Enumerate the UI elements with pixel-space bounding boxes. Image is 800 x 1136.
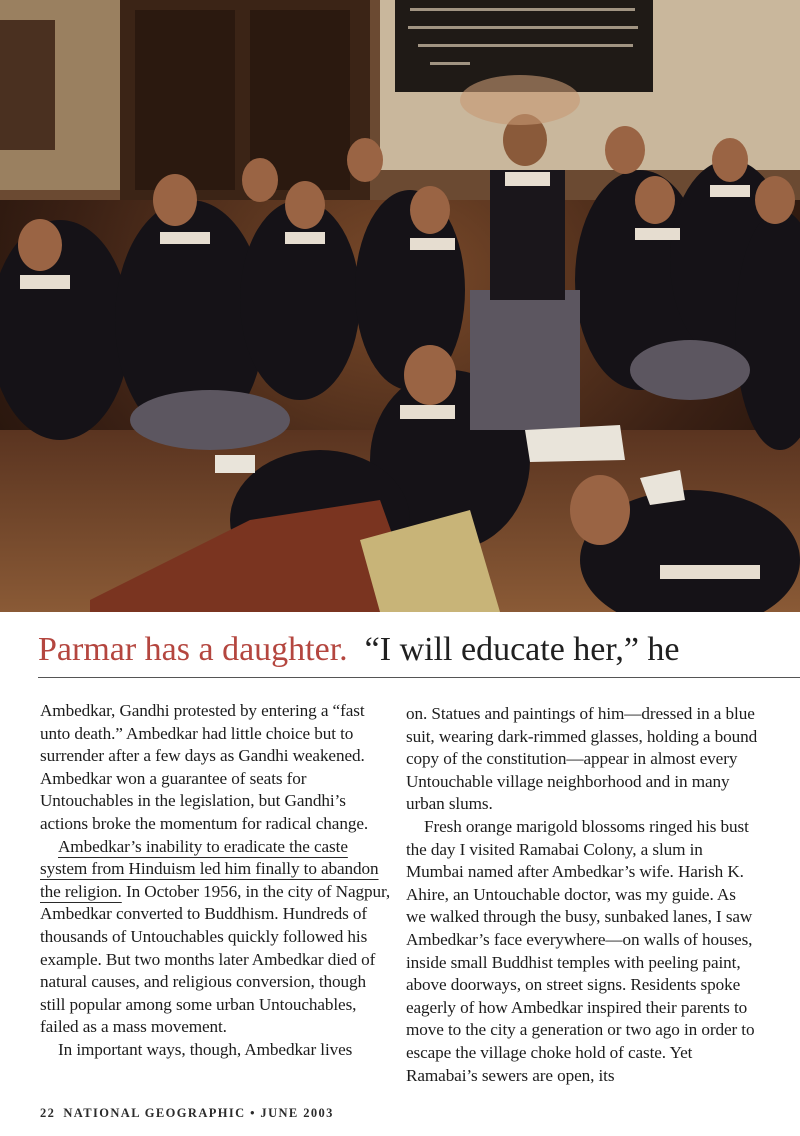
- paragraph: Fresh orange marigold blossoms ringed his bust the day I visited Ramabai Colony, a slum in Mumbai named after Ambedkar’s wife. Harish K. Ahire, an Untouchable doctor, was my guide. As we walked through the busy, sunbaked lanes, I saw Ambedkar’s face everywhere—on walls of houses, inside small Buddhist temples with peeling paint, above doorways, on street signs. Residents spoke eagerly of how Ambedkar inspired their parents to move to the city a generation or two ago in order to escape the village choke hold of caste. Yet Ramabai’s sewers are open, its: [406, 816, 755, 1085]
- page-footer: [40, 1106, 334, 1121]
- article-column-left: [40, 700, 395, 1062]
- underlined-sentence: Ambedkar’s inability to eradicate the caste system from Hinduism led him finally to abandon the religion.: [40, 836, 379, 901]
- paragraph-rest: In October 1956, in the city of Nagpur, Ambedkar converted to Buddhism. Hundreds of thousands of Untouchables quickly followed his example. But two months later Ambedkar died of natural causes, and religious conversion, though still popular among some urban Untouchables, failed as a mass movement.: [40, 881, 391, 1037]
- pull-quote-headline: [38, 628, 800, 676]
- paragraph: In important ways, though, Ambedkar lives: [58, 1039, 353, 1059]
- headline-rule: [38, 677, 800, 678]
- publication-line: NATIONAL GEOGRAPHIC • JUNE 2003: [63, 1106, 334, 1120]
- article-column-right: [406, 703, 758, 1087]
- headline-part-1: Parmar has a daughter.: [38, 631, 348, 668]
- paragraph: on. Statues and paintings of him—dressed in a blue suit, wearing dark-rimmed glasses, holding a bound copy of the constitution—appear in almost every Untouchable village neighborhood and in many urban slums.: [406, 704, 758, 814]
- page-number: 22: [40, 1106, 56, 1120]
- paragraph-underlined: [40, 836, 395, 1039]
- headline-part-2: “I will educate her,” he: [364, 631, 680, 668]
- paragraph: Ambedkar, Gandhi protested by entering a “fast unto death.” Ambedkar had little choice but to surrender after a few days as Gandhi weakened. Ambedkar won a guarantee of seats for Untouchables in the legislation, but Gandhi’s actions broke the momentum for radical change.: [40, 701, 369, 833]
